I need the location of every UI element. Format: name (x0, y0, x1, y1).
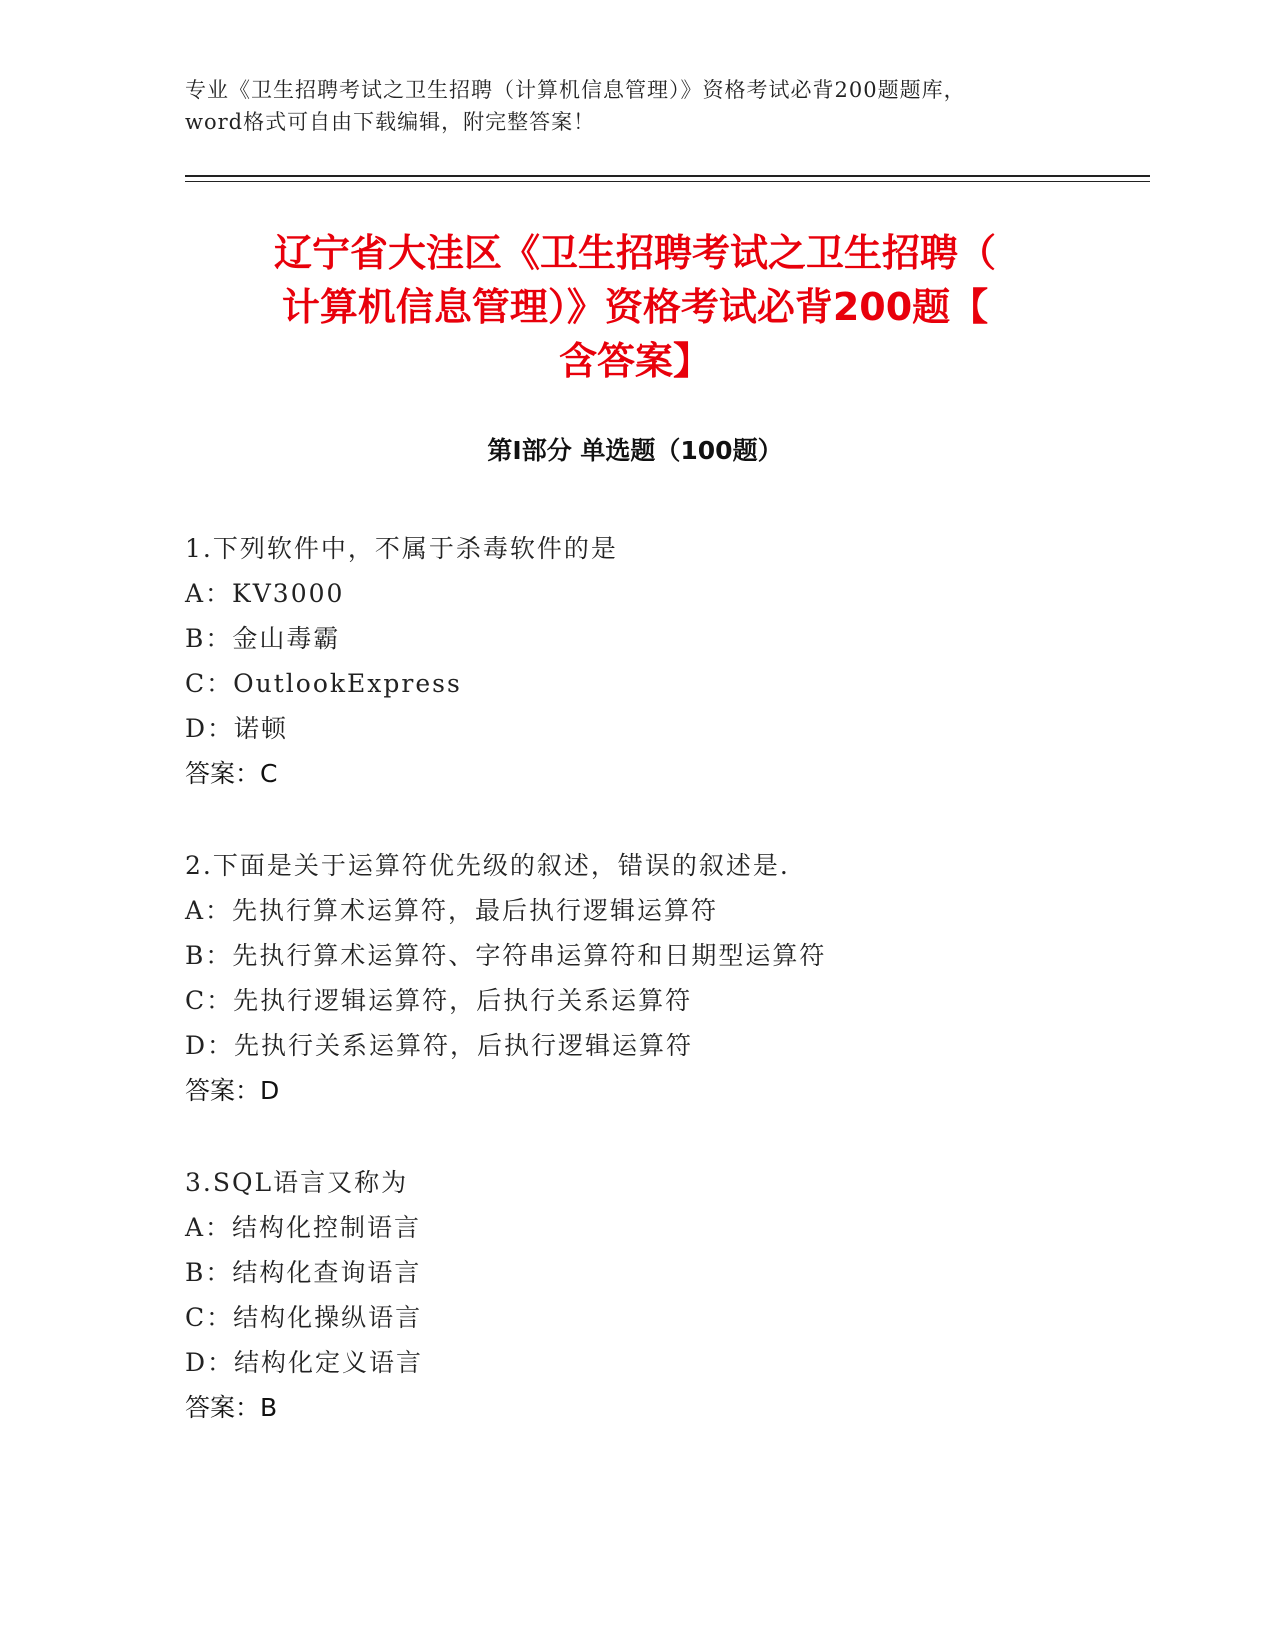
option-a: A：KV3000 (185, 579, 345, 608)
question-block (185, 843, 1145, 1113)
option-a: A：先执行算术运算符，最后执行逻辑运算符 (185, 896, 719, 925)
option-d: D：先执行关系运算符，后执行逻辑运算符 (185, 1031, 694, 1060)
option-c: C：先执行逻辑运算符，后执行关系运算符 (185, 986, 693, 1015)
question-stem: 1.下列软件中，不属于杀毒软件的是 (185, 534, 618, 563)
answer-line: 答案：D (185, 1076, 280, 1105)
option-c: C：OutlookExpress (185, 669, 462, 698)
header-divider-thin (185, 181, 1150, 182)
question-stem: 2.下面是关于运算符优先级的叙述，错误的叙述是. (185, 851, 790, 880)
question-block (185, 526, 1145, 796)
answer-line: 答案：C (185, 759, 278, 788)
header-note-line-1: 专业《卫生招聘考试之卫生招聘（计算机信息管理）》资格考试必背200题题库， (185, 78, 966, 102)
header-note-line-2: word格式可自由下载编辑，附完整答案！ (185, 110, 596, 134)
document-title-line-3: 含答案】 (558, 339, 711, 383)
document-title (185, 226, 1085, 388)
header-note (185, 74, 1085, 138)
option-a: A：结构化控制语言 (185, 1213, 422, 1242)
section-heading: 第Ⅰ部分 单选题（100题） (487, 436, 783, 465)
question-block (185, 1160, 1145, 1430)
document-title-line-1: 辽宁省大洼区《卫生招聘考试之卫生招聘（ (273, 231, 996, 275)
document-title-line-2: 计算机信息管理）》资格考试必背200题【 (281, 285, 989, 329)
option-b: B：先执行算术运算符、字符串运算符和日期型运算符 (185, 941, 827, 970)
option-b: B：金山毒霸 (185, 624, 341, 653)
header-divider-thick (185, 175, 1150, 177)
option-d: D：诺顿 (185, 714, 289, 743)
option-b: B：结构化查询语言 (185, 1258, 422, 1287)
question-stem: 3.SQL语言又称为 (185, 1168, 409, 1197)
option-c: C：结构化操纵语言 (185, 1303, 423, 1332)
option-d: D：结构化定义语言 (185, 1348, 424, 1377)
answer-line: 答案：B (185, 1393, 278, 1422)
